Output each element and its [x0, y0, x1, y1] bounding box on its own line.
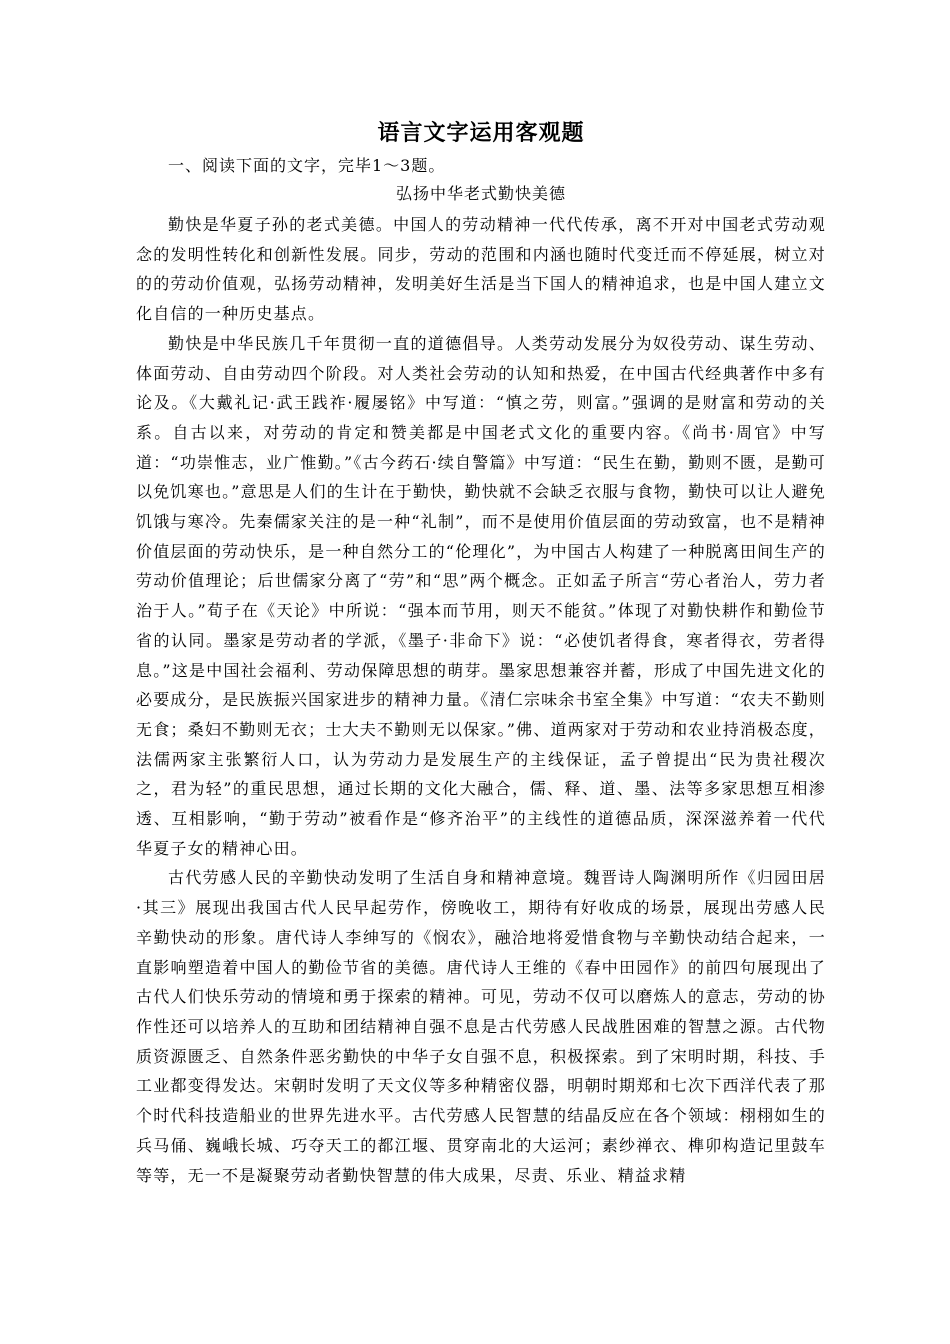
paragraph-2: 勤快是中华民族几千年贯彻一直的道德倡导。人类劳动发展分为奴役劳动、谋生劳动、体面劳动、自由劳动四个阶段。对人类社会劳动的认知和热爱，在中国古代经典著作中多有论及。《大戴礼记·武王践祚·履屡铭》中写道：“慎之劳，则富。”强调的是财富和劳动的关系。自古以来，对劳动的肯定和赞美都是中国老式文化的重要内容。《尚书·周官》中写道：“功崇惟志，业广惟勤。”《古今药石·续自警篇》中写道：“民生在勤，勤则不匮，是勤可以免饥寒也。”意思是人们的生计在于勤快，勤快就不会缺乏衣服与食物，勤快可以让人避免饥饿与寒冷。先秦儒家关注的是一种“礼制”，而不是使用价值层面的劳动致富，也不是精神价值层面的劳动快乐，是一种自然分工的“伦理化”，为中国古人构建了一种脱离田间生产的劳动价值理论；后世儒家分离了“劳”和“思”两个概念。正如孟子所言“劳心者治人，劳力者治于人。”荀子在《天论》中所说：“强本而节用，则天不能贫。”体现了对勤快耕作和勤俭节省的认同。墨家是劳动者的学派，《墨子·非命下》说：“必使饥者得食，寒者得衣，劳者得息。”这是中国社会福利、劳动保障思想的萌芽。墨家思想兼容并蓄，形成了中国先进文化的必要成分，是民族振兴国家进步的精神力量。《清仁宗味余书室全集》中写道：“农夫不勤则无食；桑妇不勤则无衣；士大夫不勤则无以保家。”佛、道两家对于劳动和农业持消极态度，法儒两家主张繁衍人口，认为劳动力是发展生产的主线保证，孟子曾提出“民为贵社稷次之，君为轻”的重民思想，通过长期的文化大融合，儒、释、道、墨、法等多家思想互相渗透、互相影响，“勤于劳动”被看作是“修齐治平”的主线性的道德品质，深深滋养着一代代华夏子女的精神心田。 [136, 333, 826, 858]
passage-title: 弘扬中华老式勤快美德 [395, 184, 566, 203]
document-page [136, 118, 826, 1190]
paragraph-3: 古代劳感人民的辛勤快动发明了生活自身和精神意境。魏晋诗人陶渊明所作《归园田居·其三》展现出我国古代人民早起劳作，傍晚收工，期待有好收成的场景，展现出劳感人民辛勤快动的形象。唐代诗人李绅写的《悯农》，融洽地将爱惜食物与辛勤快动结合起来，一直影响塑造着中国人的勤俭节省的美德。唐代诗人王维的《春中田园作》的前四句展现出了古代人们快乐劳动的情境和勇于探索的精神。可见，劳动不仅可以磨炼人的意志，劳动的协作性还可以培养人的互助和团结精神自强不息是古代劳感人民战胜困难的智慧之源。古代物质资源匮乏、自然条件恶劣勤快的中华子女自强不息，积极探索。到了宋明时期，科技、手工业都变得发达。宋朝时发明了天文仪等多种精密仪器，明朝时期郑和七次下西洋代表了那个时代科技造船业的世界先进水平。古代劳感人民智慧的结晶反应在各个领域：栩栩如生的兵马俑、巍峨长城、巧夺天工的都江堰、贯穿南北的大运河；素纱禅衣、榫卯构造记里鼓车等等，无一不是凝聚劳动者勤快智慧的伟大成果，尽责、乐业、精益求精 [136, 868, 826, 1185]
paragraph-1: 勤快是华夏子孙的老式美德。中国人的劳动精神一代代传承，离不开对中国老式劳动观念的发明性转化和创新性发展。同步，劳动的范围和内涵也随时代变迁而不停延展，树立对的的劳动价值观，弘扬劳动精神，发明美好生活是当下国人的精神追求，也是中国人建立文化自信的一种历史基点。 [136, 215, 826, 324]
question-instruction: 一、阅读下面的文字，完毕1～3题。 [168, 156, 446, 175]
document-title: 语言文字运用客观题 [377, 120, 585, 146]
